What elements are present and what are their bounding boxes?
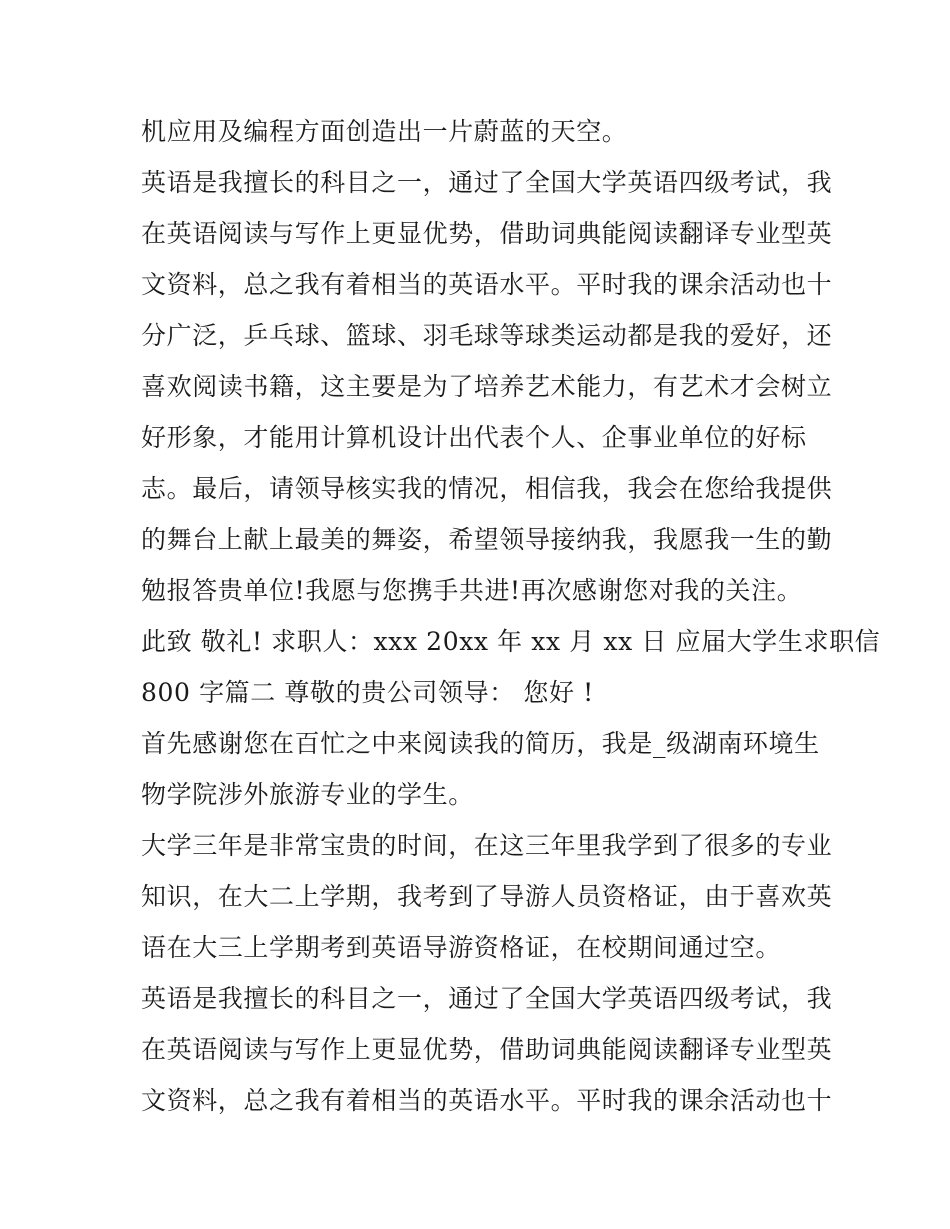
text-line: 的舞台上献上最美的舞姿，希望领导接纳我，我愿我一生的勤 xyxy=(141,525,833,554)
text-line: 英语是我擅长的科目之一，通过了全国大学英语四级考试，我 xyxy=(141,984,833,1013)
text-line: 在英语阅读与写作上更显优势，借助词典能阅读翻译专业型英 xyxy=(141,219,833,248)
text-line: 物学院涉外旅游专业的学生。 xyxy=(141,780,474,809)
text-line: 勉报答贵单位!我愿与您携手共进!再次感谢您对我的关注。 xyxy=(141,576,803,605)
text-line: 机应用及编程方面创造出一片蔚蓝的天空。 xyxy=(141,117,628,146)
text-line: 志。最后，请领导核实我的情况，相信我，我会在您给我提供 xyxy=(141,474,833,503)
document-body xyxy=(141,106,881,1126)
text-line: 英语是我擅长的科目之一，通过了全国大学英语四级考试，我 xyxy=(141,168,833,197)
text-line: 知识，在大二上学期，我考到了导游人员资格证，由于喜欢英 xyxy=(141,882,833,911)
text-line: 文资料，总之我有着相当的英语水平。平时我的课余活动也十 xyxy=(141,270,833,299)
text-line: 喜欢阅读书籍，这主要是为了培养艺术能力，有艺术才会树立 xyxy=(141,372,833,401)
text-line: 在英语阅读与写作上更显优势，借助词典能阅读翻译专业型英 xyxy=(141,1035,833,1064)
text-line: 文资料，总之我有着相当的英语水平。平时我的课余活动也十 xyxy=(141,1086,833,1115)
text-line: 大学三年是非常宝贵的时间，在这三年里我学到了很多的专业 xyxy=(141,831,833,860)
text-line: 好形象，才能用计算机设计出代表个人、企事业单位的好标 xyxy=(141,423,807,452)
text-line: 分广泛，乒乓球、篮球、羽毛球等球类运动都是我的爱好，还 xyxy=(141,321,833,350)
text-line: 语在大三上学期考到英语导游资格证，在校期间通过空。 xyxy=(141,933,782,962)
text-line: 800 字篇二 尊敬的贵公司领导： 您好 ! xyxy=(141,678,594,707)
text-line: 首先感谢您在百忙之中来阅读我的简历，我是_级湖南环境生 xyxy=(141,729,820,758)
text-line: 此致 敬礼! 求职人：xxx 20xx 年 xx 月 xx 日 应届大学生求职信 xyxy=(141,627,881,656)
